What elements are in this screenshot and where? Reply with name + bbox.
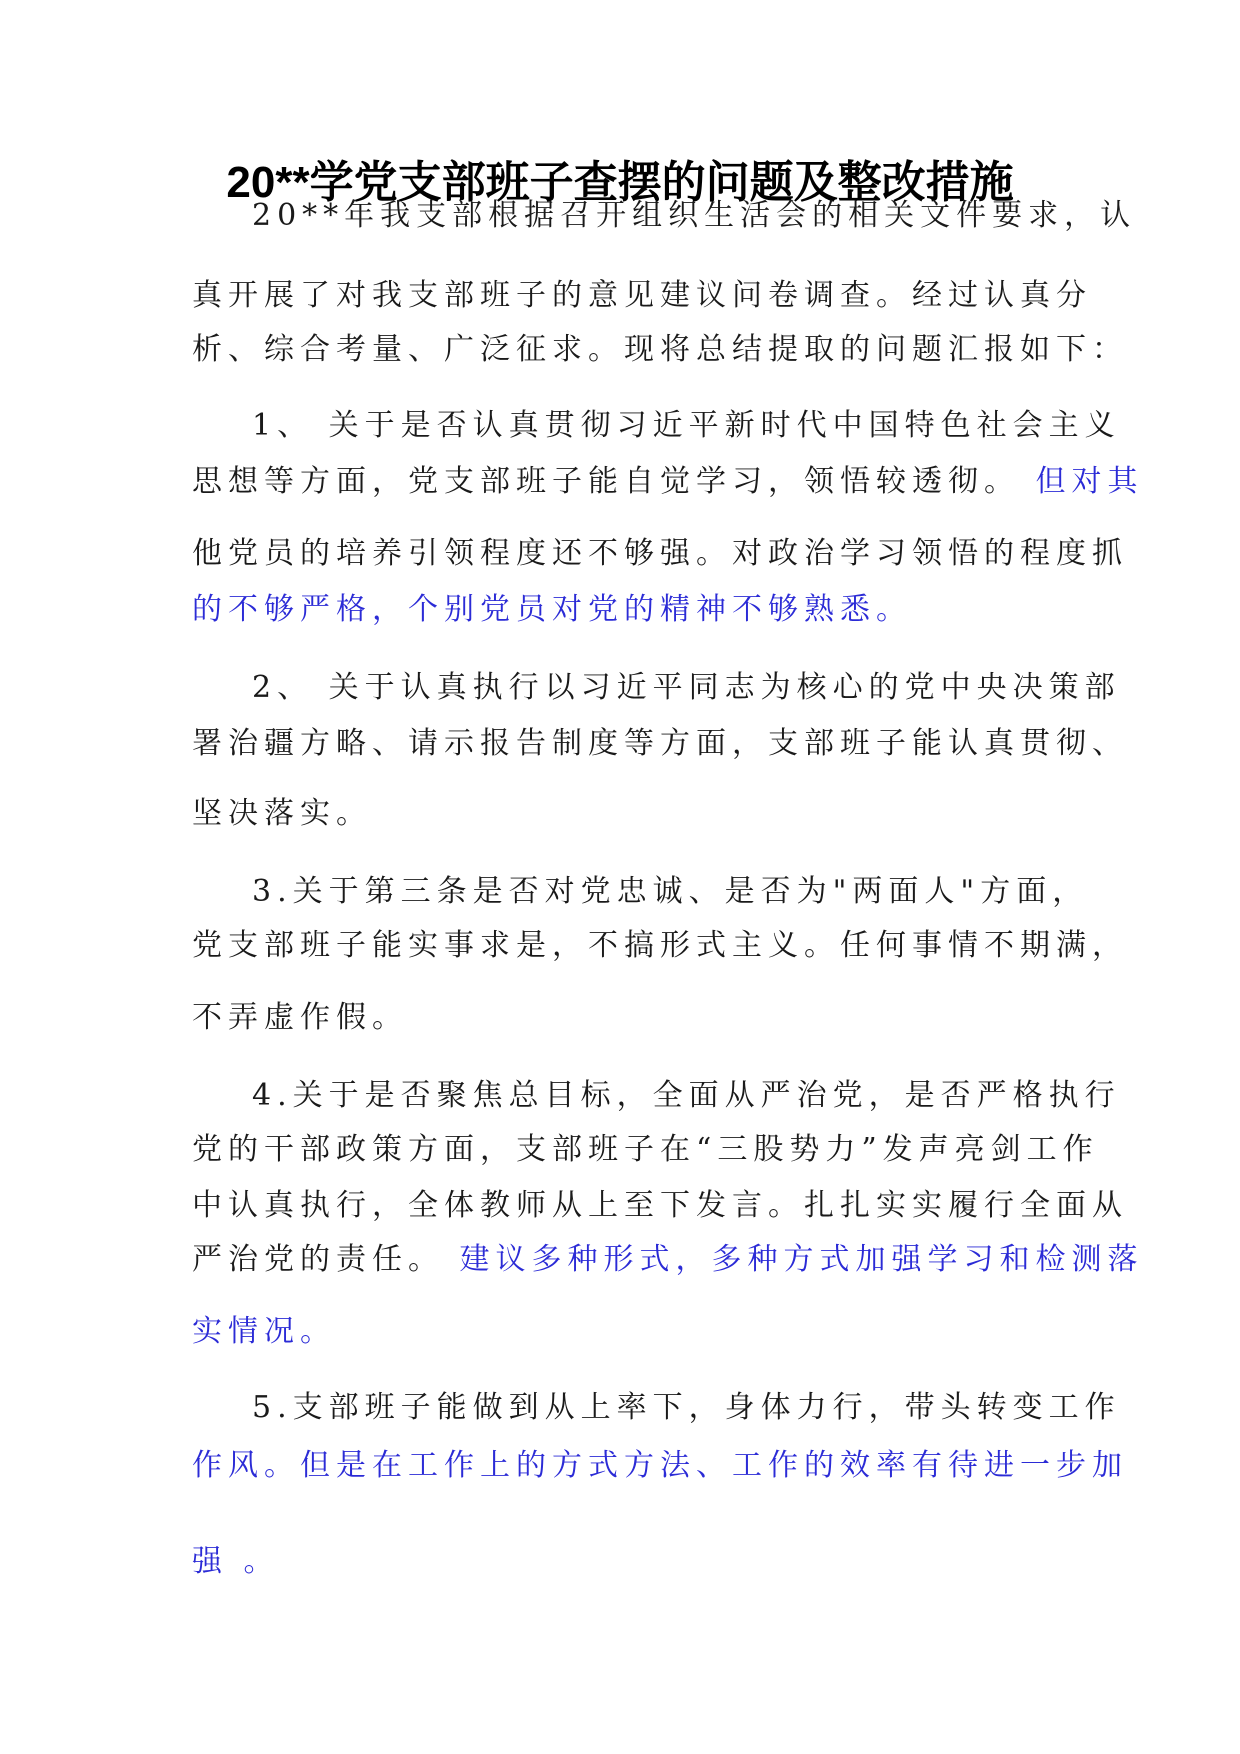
line-text: 他党员的培养引领程度还不够强。对政治学习领悟的程度抓 — [192, 536, 1128, 571]
text-line — [192, 990, 1052, 1046]
text-line — [192, 786, 1052, 842]
text-line — [252, 864, 1089, 920]
line-highlight: 作风。但是在工作上的方式方法、工作的效率有待进一步加 — [192, 1448, 1128, 1483]
text-line — [252, 188, 1137, 244]
text-line — [192, 1178, 1128, 1234]
line-text: 严治党的责任。 — [192, 1242, 460, 1277]
text-line — [192, 716, 1128, 772]
text-line — [192, 526, 1128, 582]
line-text: 1、 关于是否认真贯彻习近平新时代中国特色社会主义 — [252, 408, 1121, 443]
text-line — [192, 918, 1128, 974]
text-line — [192, 1304, 1052, 1360]
line-highlight: 的不够严格，个别党员对党的精神不够熟悉。 — [192, 592, 912, 627]
text-line — [252, 1068, 1121, 1124]
line-text: 不弄虚作假。 — [192, 1000, 408, 1035]
line-text: 4.关于是否聚焦总目标，全面从严治党，是否严格执行 — [252, 1078, 1121, 1113]
text-line — [192, 268, 1092, 324]
line-text: 署治疆方略、请示报告制度等方面，支部班子能认真贯彻、 — [192, 726, 1128, 761]
line-text: 党支部班子能实事求是，不搞形式主义。任何事情不期满， — [192, 928, 1128, 963]
line-text: 中认真执行，全体教师从上至下发言。扎扎实实履行全面从 — [192, 1188, 1128, 1223]
text-line — [192, 1232, 1144, 1288]
line-text: 2、 关于认真执行以习近平同志为核心的党中央决策部 — [252, 670, 1121, 705]
document-title: 20**学党支部班子查摆的问题及整改措施 — [226, 158, 1014, 207]
line-text: 党的干部政策方面，支部班子在“三股势力”发声亮剑工作 — [192, 1132, 1099, 1167]
text-line — [192, 454, 1144, 510]
text-line — [192, 1534, 1052, 1590]
line-text: 5.支部班子能做到从上率下，身体力行，带头转变工作 — [252, 1390, 1121, 1425]
line-text: 20**年我支部根据召开组织生活会的相关文件要求，认 — [252, 198, 1137, 233]
line-text: 真开展了对我支部班子的意见建议问卷调查。经过认真分 — [192, 278, 1092, 313]
line-text: 坚决落实。 — [192, 796, 372, 831]
line-text: 析、综合考量、广泛征求。现将总结提取的问题汇报如下： — [192, 332, 1128, 367]
line-highlight: 建议多种形式，多种方式加强学习和检测落 — [459, 1242, 1144, 1277]
text-line — [192, 1438, 1128, 1494]
line-highlight: 强 。 — [192, 1544, 280, 1579]
text-line — [252, 1380, 1121, 1436]
line-text: 思想等方面，党支部班子能自觉学习，领悟较透彻。 — [192, 464, 1036, 499]
text-line — [252, 398, 1121, 454]
line-text: 3.关于第三条是否对党忠诚、是否为"两面人"方面， — [252, 874, 1089, 909]
line-highlight: 实情况。 — [192, 1314, 336, 1349]
text-line — [192, 1122, 1099, 1178]
line-highlight: 但对其 — [1035, 464, 1144, 499]
text-line — [192, 322, 1128, 378]
text-line — [252, 660, 1121, 716]
text-line — [192, 582, 1052, 638]
